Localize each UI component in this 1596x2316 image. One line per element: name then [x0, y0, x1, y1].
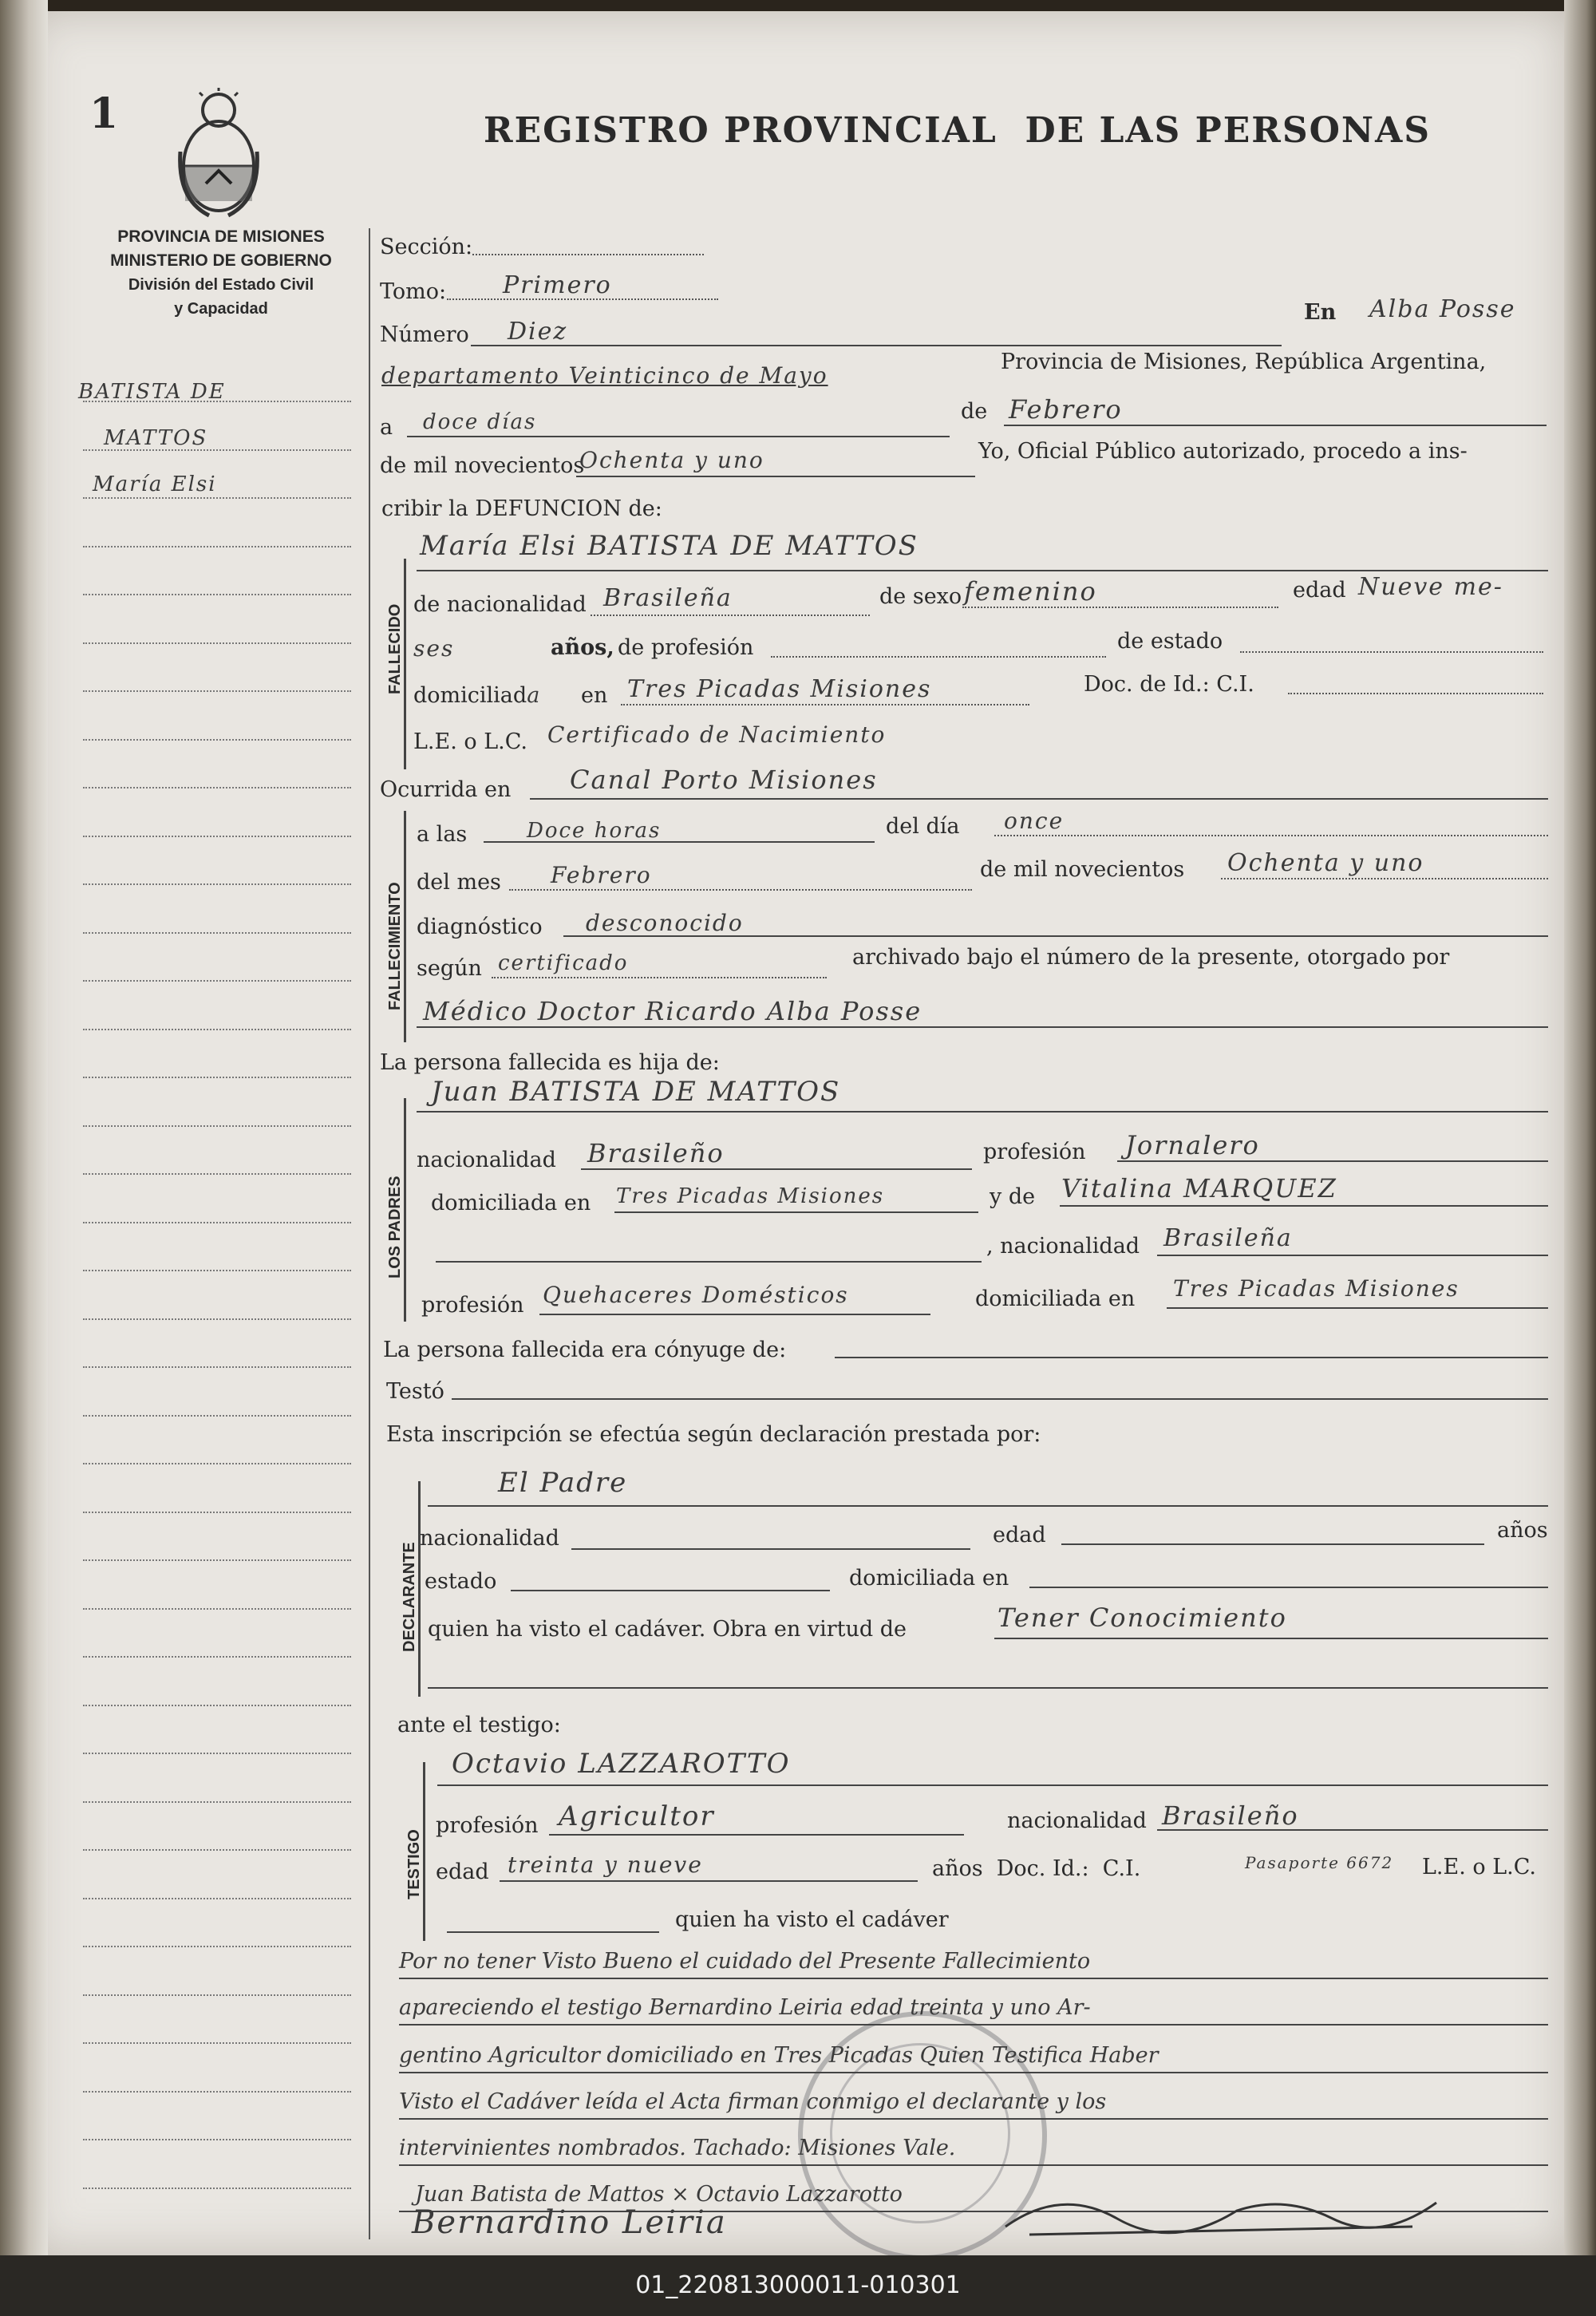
fallecido-estado-field[interactable] [1240, 651, 1543, 653]
margin-line [83, 1125, 351, 1127]
observation-line: apareciendo el testigo Bernardino Leiria edad treinta y uno Ar- [399, 1995, 1091, 2020]
ante-testigo-label: ante el testigo: [397, 1713, 561, 1737]
margin-line [83, 1753, 351, 1754]
fallecido-sexo-field[interactable] [962, 607, 1278, 608]
declarante-visto-value: Tener Conocimiento [998, 1603, 1287, 1633]
conyuge-field[interactable] [835, 1357, 1548, 1358]
ocurrida-value: Canal Porto Misiones [570, 765, 878, 795]
margin-note-2: MATTOS [104, 426, 208, 450]
medico-value: Médico Doctor Ricardo Alba Posse [423, 996, 922, 1026]
testigo-nombre-field[interactable] [437, 1784, 1548, 1786]
declarante-nacionalidad-label: nacionalidad [420, 1526, 559, 1551]
margin-line [83, 2139, 351, 2140]
madre-nombre-field[interactable] [1060, 1205, 1548, 1207]
fallecimiento-mil-label: de mil novecientos [980, 857, 1185, 882]
fallecido-domiciliado-label [413, 683, 541, 708]
padre-profesion-label: profesión [983, 1140, 1086, 1164]
declarante-nombre: El Padre [498, 1467, 628, 1499]
margin-line [83, 1559, 351, 1561]
fallecido-le-value: Certificado de Nacimiento [547, 721, 887, 748]
padre-domicilio-field[interactable] [614, 1211, 978, 1213]
issuer-province: PROVINCIA DE MISIONES [117, 227, 325, 246]
margin-line [83, 497, 351, 499]
y-de-label: y de [990, 1184, 1036, 1209]
signature-bottom: Bernardino Leiria [412, 2204, 727, 2241]
testigo-nacionalidad-label: nacionalidad [1007, 1808, 1147, 1833]
archivado-text: archivado bajo el número de la presente, otorgado por [852, 945, 1450, 970]
diagnostico-value: desconocido [586, 910, 744, 936]
fallecido-doc-field[interactable] [1288, 693, 1543, 694]
fallecimiento-anio-field[interactable] [1221, 878, 1548, 879]
margin-line [83, 546, 351, 547]
fallecido-doc-label: Doc. de Id.: C.I. [1084, 672, 1254, 697]
mil-label: de mil novecientos [380, 453, 585, 478]
numero-value: Diez [508, 318, 568, 346]
signature-scribble-icon [998, 2179, 1444, 2243]
madre-nombre: Vitalina MARQUEZ [1061, 1173, 1337, 1203]
observation-line: Por no tener Visto Bueno el cuidado del Presente Fallecimiento [399, 1949, 1091, 1974]
issuer-block [83, 225, 359, 321]
testigo-edad-field[interactable] [500, 1880, 918, 1882]
padre-domicilio: Tres Picadas Misiones [616, 1184, 885, 1208]
observation-line: Visto el Cadáver leída el Acta firman conmigo el declarante y los [399, 2089, 1107, 2114]
madre-domicilio-field[interactable] [1167, 1307, 1548, 1309]
margin-line [83, 739, 351, 741]
fallecido-estado-label: de estado [1117, 629, 1223, 654]
testigo-le-label: L.E. o L.C. [1422, 1855, 1537, 1879]
declarante-estado-field[interactable] [511, 1590, 830, 1591]
margin-line [83, 594, 351, 595]
observation-rule [399, 2164, 1548, 2166]
margin-line [83, 2188, 351, 2189]
numero-label: Número [380, 322, 469, 347]
declarante-anos-label: años [1497, 1518, 1548, 1543]
declarante-edad-field[interactable] [1061, 1543, 1484, 1545]
padre-nacionalidad-label: nacionalidad [417, 1148, 556, 1172]
fallecimiento-section-label: FALLECIMIENTO [386, 882, 404, 1010]
testigo-profesion-label: profesión [436, 1813, 539, 1838]
del-dia-value: once [1004, 808, 1065, 834]
margin-line [83, 980, 351, 982]
padres-intro: La persona fallecida es hija de: [380, 1050, 720, 1075]
observation-line: Juan Batista de Mattos × Octavio Lazzarotto [415, 2182, 903, 2207]
observation-rule [399, 2072, 1548, 2073]
a-label: a [380, 415, 393, 440]
margin-line [83, 690, 351, 692]
testigo-visto-field[interactable] [447, 1931, 659, 1933]
margin-line [83, 1705, 351, 1706]
page-number: 1 [89, 89, 119, 138]
cribir-text: cribir la DEFUNCION de: [381, 496, 662, 521]
issuer-division: División del Estado Civil [128, 276, 314, 294]
padre-nacionalidad-field[interactable] [581, 1168, 972, 1170]
fallecido-en-label: en [581, 683, 608, 708]
margin-line [83, 1270, 351, 1271]
diagnostico-label: diagnóstico [417, 915, 543, 939]
domiciliado-suffix: a [527, 683, 542, 708]
observation-rule [399, 2118, 1548, 2120]
fallecido-sexo-label: de sexo [879, 584, 962, 609]
margin-line [83, 1463, 351, 1464]
madre-nacionalidad: Brasileña [1163, 1224, 1293, 1252]
provincia-text: Provincia de Misiones, República Argentina, [1001, 350, 1487, 374]
footer-filename: 01_220813000011-010301 [0, 2255, 1596, 2316]
testigo-edad-label: edad [436, 1860, 489, 1884]
margin-line [83, 883, 351, 885]
declarante-edad-label: edad [993, 1523, 1046, 1547]
margin-line [83, 787, 351, 788]
margin-line [83, 2042, 351, 2044]
segun-value: certificado [498, 951, 629, 975]
fallecido-nombre-field[interactable] [417, 570, 1548, 571]
departamento-value: departamento Veinticinco de Mayo [381, 362, 828, 389]
numero-field[interactable] [471, 345, 1282, 346]
margin-line [83, 1512, 351, 1513]
margin-note-3: María Elsi [93, 472, 217, 496]
seccion-label: Sección: [380, 235, 473, 259]
segun-label: según [417, 956, 482, 981]
fallecido-nacionalidad-label: de nacionalidad [413, 592, 587, 617]
declarante-extra-field[interactable] [428, 1687, 1548, 1689]
a-las-value: Doce horas [527, 819, 662, 843]
margin-line [83, 1029, 351, 1030]
testigo-profesion: Agricultor [559, 1800, 715, 1832]
fallecido-nacionalidad: Brasileña [603, 584, 733, 612]
margin-line [83, 1849, 351, 1851]
declarante-estado-label: estado [425, 1569, 497, 1594]
fallecido-domicilio-field[interactable] [621, 704, 1029, 705]
madre-profesion-field[interactable] [539, 1314, 930, 1315]
a-value: doce días [423, 410, 537, 434]
fallecimiento-anio-value: Ochenta y uno [1227, 849, 1424, 877]
fallecido-profesion-field[interactable] [771, 656, 1106, 658]
tomo-label: Tomo: [380, 279, 447, 304]
yo-text: Yo, Oficial Público autorizado, procedo a ins- [978, 439, 1468, 464]
declarante-section-label: DECLARANTE [401, 1542, 418, 1652]
margin-line [83, 642, 351, 644]
mes-value: Febrero [1009, 394, 1123, 425]
testigo-nombre: Octavio LAZZAROTTO [452, 1748, 791, 1780]
declarante-nombre-field[interactable] [428, 1505, 1548, 1507]
fallecido-nombre: María Elsi BATISTA DE MATTOS [420, 530, 918, 562]
del-dia-field[interactable] [994, 835, 1548, 836]
madre-profesion-label: profesión [421, 1293, 524, 1318]
book-spine [0, 0, 48, 2255]
testigo-nacionalidad: Brasileño [1162, 1800, 1299, 1831]
testigo-profesion-field[interactable] [549, 1834, 964, 1836]
margin-line [83, 1077, 351, 1078]
fallecido-edad-2: ses [413, 635, 455, 662]
testigo-section-label: TESTIGO [405, 1829, 423, 1899]
margin-line [83, 1318, 351, 1320]
testigo-anos-doc-label: años Doc. Id.: C.I. [932, 1856, 1141, 1881]
observation-line: gentino Agricultor domiciliado en Tres Picadas Quien Testifica Haber [399, 2043, 1159, 2068]
ocurrida-label: Ocurrida en [380, 777, 512, 802]
margin-line [83, 1366, 351, 1368]
declarante-visto-label: quien ha visto el cadáver. Obra en virtud de [428, 1617, 907, 1642]
page-edge [1564, 0, 1596, 2255]
declarante-nacionalidad-field[interactable] [571, 1548, 970, 1550]
margin-line [83, 1994, 351, 1996]
en-label: En [1304, 300, 1337, 325]
ocurrida-field[interactable] [530, 798, 1548, 800]
a-field[interactable] [407, 436, 950, 437]
padre-domiciliada-label: domiciliada en [431, 1191, 591, 1215]
madre-profesion: Quehaceres Domésticos [543, 1282, 849, 1308]
domiciliado-text: domiciliad [413, 683, 527, 708]
issuer-ministry: MINISTERIO DE GOBIERNO [110, 251, 332, 270]
madre-domiciliada-label: domiciliada en [975, 1286, 1136, 1311]
del-mes-field[interactable] [509, 889, 972, 891]
padres-section-label: LOS PADRES [386, 1176, 404, 1279]
padre-profesion: Jornalero [1125, 1130, 1260, 1160]
margin-line [83, 932, 351, 934]
madre-nacionalidad-field[interactable] [1157, 1255, 1548, 1256]
padre-profesion-field[interactable] [1117, 1160, 1548, 1162]
margin-line [83, 1656, 351, 1658]
testo-field[interactable] [452, 1398, 1548, 1400]
observation-rule [399, 2024, 1548, 2026]
fallecido-le-label: L.E. o L.C. [413, 729, 528, 754]
margin-line [83, 1173, 351, 1175]
del-mes-value: Febrero [551, 862, 652, 888]
fallecido-section-label: FALLECIDO [386, 603, 404, 694]
tomo-value: Primero [503, 271, 612, 299]
column-divider [369, 228, 370, 2239]
margin-line [83, 401, 351, 402]
fallecido-domicilio: Tres Picadas Misiones [627, 675, 932, 703]
observation-line: intervinientes nombrados. Tachado: Misiones Vale. [399, 2136, 956, 2160]
padre-nombre: Juan BATISTA DE MATTOS [431, 1076, 841, 1108]
observation-rule [399, 1978, 1548, 1979]
margin-line [83, 449, 351, 451]
conyuge-label: La persona fallecida era cónyuge de: [383, 1338, 787, 1362]
fallecido-profesion-label: de profesión [618, 635, 754, 660]
testo-label: Testó [386, 1379, 444, 1404]
fallecido-edad-1: Nueve me- [1358, 573, 1503, 601]
madre-extra-field[interactable] [436, 1261, 982, 1263]
del-mes-label: del mes [417, 870, 501, 895]
a-las-label: a las [417, 822, 468, 847]
margin-line [83, 1415, 351, 1417]
declarante-domiciliada-field[interactable] [1029, 1587, 1548, 1588]
fallecido-nacionalidad-field[interactable] [591, 615, 870, 616]
madre-nacionalidad-label: , nacionalidad [986, 1234, 1140, 1259]
testigo-edad: treinta y nueve [508, 1852, 703, 1878]
seccion-field[interactable] [472, 254, 704, 255]
testigo-visto-label: quien ha visto el cadáver [675, 1907, 949, 1932]
padre-nombre-field[interactable] [417, 1111, 1548, 1113]
medico-field[interactable] [417, 1026, 1548, 1028]
declaracion-text: Esta inscripción se efectúa según declaración prestada por: [386, 1422, 1041, 1447]
segun-field[interactable] [492, 977, 827, 978]
fallecido-sexo: femenino [964, 576, 1097, 607]
page-title: REGISTRO PROVINCIAL DE LAS PERSONAS [484, 110, 1432, 151]
margin-line [83, 2091, 351, 2093]
margin-line [83, 1801, 351, 1803]
declarante-domiciliada-label: domiciliada en [849, 1566, 1009, 1591]
margin-line [83, 1898, 351, 1899]
anio-field[interactable] [576, 476, 975, 477]
fallecido-edad-label: edad [1293, 578, 1346, 603]
de-label: de [961, 399, 988, 424]
mes-field[interactable] [1004, 425, 1547, 426]
madre-domicilio: Tres Picadas Misiones [1173, 1275, 1460, 1302]
margin-line [83, 1608, 351, 1610]
margin-line [83, 836, 351, 837]
margin-note-1: BATISTA DE [78, 380, 226, 404]
margin-line [83, 1946, 351, 1947]
testigo-doc-value: Pasaporte 6672 [1245, 1853, 1394, 1872]
issuer-capacity: y Capacidad [174, 300, 268, 318]
en-value: Alba Posse [1369, 295, 1516, 323]
del-dia-label: del día [886, 814, 960, 839]
anio-value: Ochenta y uno [579, 447, 764, 473]
declarante-visto-field[interactable] [994, 1638, 1548, 1639]
fallecido-anos-label: años, [551, 635, 614, 660]
margin-line [83, 1222, 351, 1223]
coat-of-arms-icon [177, 88, 260, 219]
padre-nacionalidad: Brasileño [587, 1138, 725, 1168]
